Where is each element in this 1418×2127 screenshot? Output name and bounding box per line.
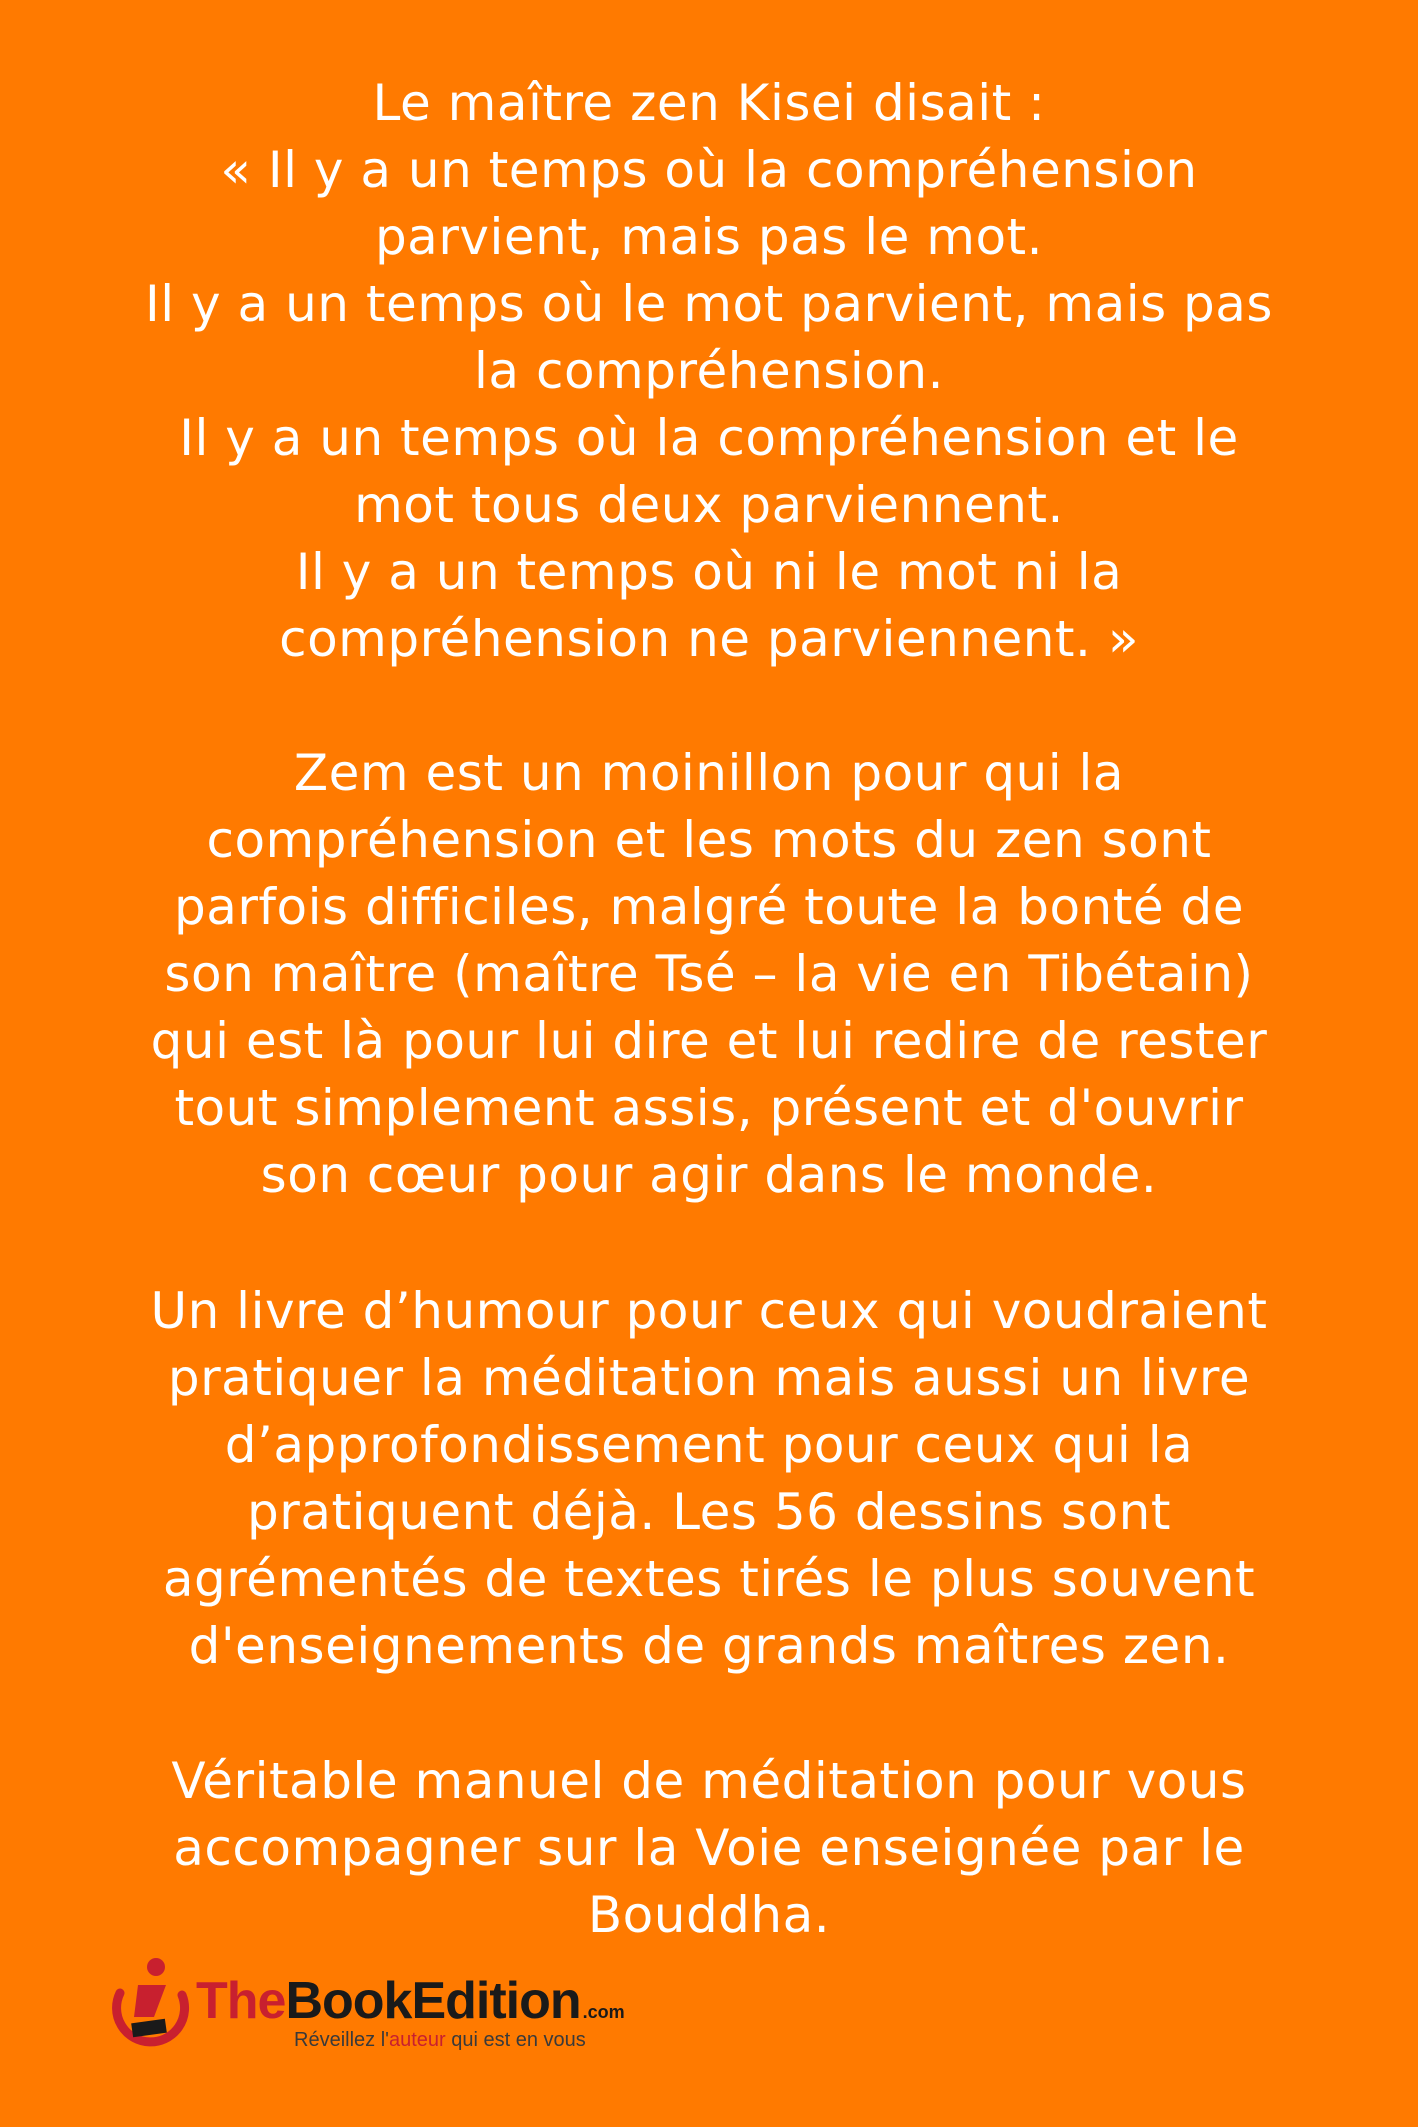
logo-text-bookedition: BookEdition — [285, 1972, 581, 2030]
thebookedition-logo — [98, 1955, 698, 2055]
tagline-highlight: auteur — [388, 2029, 446, 2051]
publisher-emblem-icon — [98, 1955, 198, 2055]
paragraph-line: Véritable manuel de méditation pour vous — [171, 1752, 1247, 1810]
paragraph-line: Bouddha. — [587, 1886, 831, 1944]
paragraph-line: agrémentés de textes tirés le plus souvent — [162, 1550, 1256, 1608]
paragraph-line: pratiquer la méditation mais aussi un livre — [167, 1349, 1251, 1407]
paragraph-line: son maître (maître Tsé – la vie en Tibétain) — [164, 945, 1254, 1003]
quote-line: « Il y a un temps où la compréhension — [220, 141, 1198, 199]
paragraph-line: d’approfondissement pour ceux qui la — [224, 1416, 1194, 1474]
paragraph-line: Un livre d’humour pour ceux qui voudraient — [150, 1282, 1268, 1340]
quote-line: mot tous deux parviennent. — [354, 476, 1064, 534]
paragraph-line: compréhension et les mots du zen sont — [206, 811, 1212, 869]
paragraph-livre — [70, 1278, 1348, 1680]
quote-line: Il y a un temps où la compréhension et le — [179, 409, 1239, 467]
paragraph-line: parfois difficiles, malgré toute la bonté de — [174, 878, 1244, 936]
quote-line: parvient, mais pas le mot. — [374, 208, 1044, 266]
paragraph-line: accompagner sur la Voie enseignée par le — [173, 1819, 1245, 1877]
paragraph-zem — [70, 740, 1348, 1209]
paragraph-manuel — [70, 1748, 1348, 1949]
quote-line: Le maître zen Kisei disait : — [372, 74, 1046, 132]
quote-line: la compréhension. — [474, 342, 944, 400]
logo-tagline — [294, 2029, 586, 2051]
paragraph-line: son cœur pour agir dans le monde. — [260, 1146, 1158, 1204]
quote-line: Il y a un temps où ni le mot ni la — [295, 543, 1123, 601]
logo-text-the: The — [196, 1972, 286, 2030]
kisei-quote — [70, 70, 1348, 673]
quote-line: compréhension ne parviennent. » — [279, 610, 1139, 668]
tagline-start: Réveillez l' — [294, 2029, 389, 2051]
paragraph-line: pratiquent déjà. Les 56 dessins sont — [247, 1483, 1171, 1541]
paragraph-line: tout simplement assis, présent et d'ouvrir — [174, 1079, 1244, 1137]
logo-text-com: .com — [582, 2002, 625, 2022]
paragraph-line: d'enseignements de grands maîtres zen. — [188, 1617, 1230, 1675]
quote-line: Il y a un temps où le mot parvient, mais pas — [145, 275, 1273, 333]
tagline-end: qui est en vous — [445, 2029, 586, 2051]
paragraph-line: qui est là pour lui dire et lui redire de rester — [150, 1012, 1268, 1070]
paragraph-line: Zem est un moinillon pour qui la — [293, 744, 1125, 802]
